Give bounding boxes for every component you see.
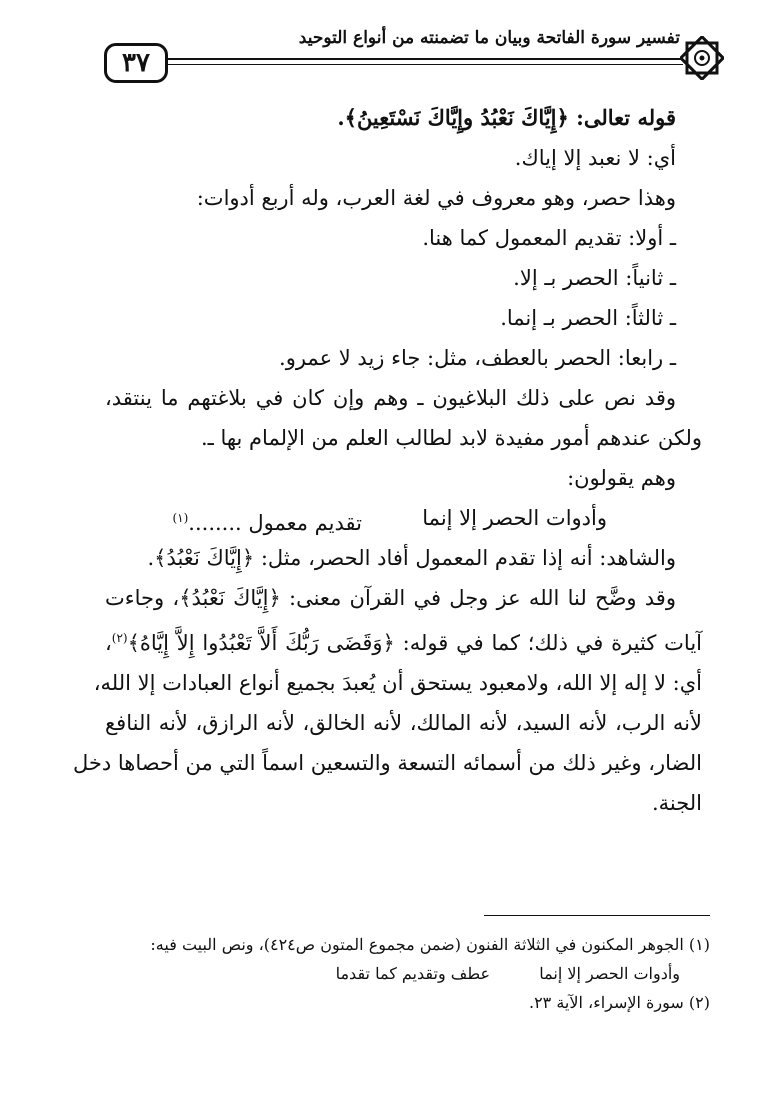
text-line: لأنه الرب، لأنه السيد، لأنه المالك، لأنه الخالق، لأنه الرازق، لأنه النافع [105,711,702,735]
poem-line [105,498,702,538]
footnote-ref: (٢) [111,631,128,645]
text-line: آيات كثيرة في ذلك؛ كما في قوله: ﴿وَقَضَى رَبُّكَ أَلاَّ تَعْبُدُوا إِلاَّ إِيَّاهُ﴾$^{(٢)}$، [105,631,702,655]
star-ornament-icon [680,36,724,80]
text-line: ـ رابعا: الحصر بالعطف، مثل: جاء زيد لا عمرو. [279,346,676,370]
header-rule-thin [168,64,683,65]
footnote-separator [484,915,710,916]
footnote-poem-first: وأدوات الحصر إلا إنما [539,964,680,983]
page-header [0,0,757,100]
text-line: ـ أولا: تقديم المعمول كما هنا. [422,226,676,250]
text-line: الضار، وغير ذلك من أسمائه التسعة والتسعين اسماً التي من أحصاها دخل [73,751,702,775]
text-line: والشاهد: أنه إذا تقدم المعمول أفاد الحصر، مثل: ﴿إِيَّاكَ نَعْبُدُ﴾. [147,546,676,570]
text-line: الجنة. [651,791,702,815]
main-text [73,98,702,823]
text-line: وقد نص على ذلك البلاغيون ـ وهم وإن كان في بلاغتهم ما ينتقد، [105,386,676,410]
footnote-poem-line [130,959,710,988]
text-line: ـ ثالثاً: الحصر بـ إنما. [500,306,676,330]
header-rule [168,58,683,60]
text-line: أي: لا إله إلا الله، ولامعبود يستحق أن يُعبدَ بجميع أنواع العبادات إلا الله، [93,671,702,695]
footnote-poem-second: عطف وتقديم كما تقدما [335,964,490,983]
text-line: ـ ثانياً: الحصر بـ إلا. [513,266,676,290]
footnote-1: (١) الجوهر المكنون في الثلاثة الفنون (ضمن مجموع المتون ص٤٢٤)، ونص البيت فيه: [150,935,710,954]
running-title: تفسير سورة الفاتحة وبيان ما تضمنته من أنواع التوحيد [298,28,680,48]
footnote-ref: (١) [172,511,189,525]
text-line: قوله تعالى: ﴿إِيَّاكَ نَعْبُدُ وإِيَّاكَ نَسْتَعِينُ﴾. [337,105,676,130]
poem-hemistich-second: تقديم معمول ........$^{(١)}$ [172,511,362,535]
footnote-2: (٢) سورة الإسراء، الآية ٢٣. [528,993,710,1012]
text-line: وهم يقولون: [567,466,676,490]
text-line: وقد وضَّح لنا الله عز وجل في القرآن معنى: ﴿إِيَّاكَ نَعْبُدُ﴾، وجاءت [105,586,676,610]
footnotes [130,930,710,1017]
text-line: وهذا حصر، وهو معروف في لغة العرب، وله أربع أدوات: [196,186,676,210]
text-line: ولكن عندهم أمور مفيدة لابد لطالب العلم من الإلمام بها ـ. [200,426,702,450]
text-line: أي: لا نعبد إلا إياك. [514,146,676,170]
poem-hemistich-first: وأدوات الحصر إلا إنما [422,506,607,530]
page-number: ٣٧ [104,43,168,83]
